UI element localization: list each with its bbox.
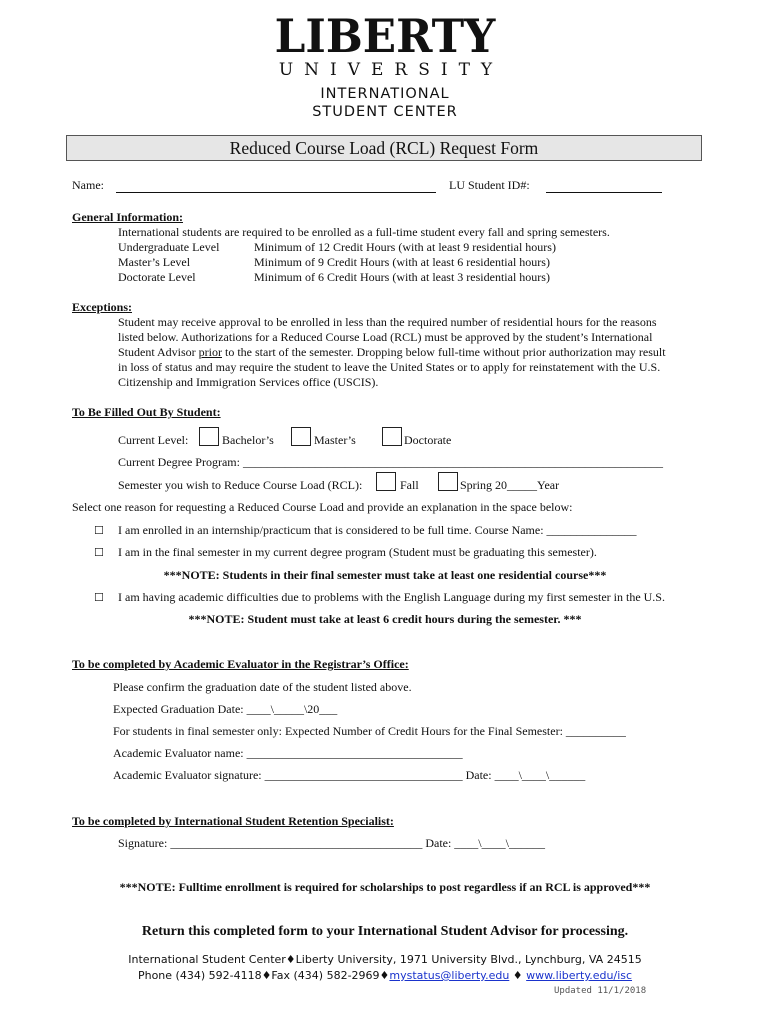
grad-date-field[interactable]: Expected Graduation Date: ____\_____\20___ xyxy=(113,702,338,716)
level-masters: Master’s Level xyxy=(118,255,191,269)
student-section-heading: To Be Filled Out By Student: xyxy=(72,405,221,419)
reason1-text: I am enrolled in an internship/practicum that is considered to be full time. Course Name: _______________ xyxy=(118,523,637,537)
form-title: Reduced Course Load (RCL) Request Form xyxy=(66,135,702,161)
bachelors-label: Bachelor’s xyxy=(222,433,274,447)
spring-year-field[interactable]: Spring 20_____Year xyxy=(460,478,560,492)
evaluator-name-field[interactable]: Academic Evaluator name: ____________________________________ xyxy=(113,746,463,760)
final-semester-hours-field[interactable]: For students in final semester only: Expected Number of Credit Hours for the Final Semester: __________ xyxy=(113,724,626,738)
logo-liberty: LIBERTY xyxy=(274,9,496,63)
logo-university: UNIVERSITY xyxy=(278,60,504,80)
spring-checkbox[interactable] xyxy=(438,472,458,491)
note-credit-hours: ***NOTE: Student must take at least 6 credit hours during the semester. *** xyxy=(188,612,582,626)
email-link[interactable]: mystatus@liberty.edu xyxy=(389,969,510,982)
retention-heading: To be completed by International Student Retention Specialist: xyxy=(72,814,394,828)
masters-label: Master’s xyxy=(314,433,356,447)
level-doctorate: Doctorate Level xyxy=(118,270,196,284)
name-field[interactable] xyxy=(116,180,436,193)
exceptions-heading: Exceptions: xyxy=(72,300,132,314)
exceptions-line2: listed below. Authorizations for a Reduced Course Load (RCL) must be approved by the student’s International xyxy=(118,330,653,344)
level-masters-req: Minimum of 9 Credit Hours (with at least 6 residential hours) xyxy=(254,255,550,269)
footer-contact: Phone (434) 592-4118♦Fax (434) 582-2969♦mystatus@liberty.edu ♦ www.liberty.edu/isc xyxy=(137,969,633,982)
reason2-text: I am in the final semester in my current degree program (Student must be graduating this semester). xyxy=(118,545,597,559)
student-id-field[interactable] xyxy=(546,180,662,193)
reason2-checkbox[interactable]: ☐ xyxy=(94,546,104,559)
student-id-label: LU Student ID#: xyxy=(449,178,530,192)
doctorate-label: Doctorate xyxy=(404,433,452,447)
bachelors-checkbox[interactable] xyxy=(199,427,219,446)
name-field-label: Name: xyxy=(72,178,104,192)
level-undergrad: Undergraduate Level xyxy=(118,240,220,254)
exceptions-line1: Student may receive approval to be enrolled in less than the required number of residential hours for the reasons xyxy=(118,315,657,329)
exceptions-line3: Student Advisor prior to the start of the semester. Dropping below full-time without prior authorization may result xyxy=(118,345,666,359)
fall-label: Fall xyxy=(400,478,419,492)
registrar-heading: To be completed by Academic Evaluator in the Registrar’s Office: xyxy=(72,657,409,671)
semester-label: Semester you wish to Reduce Course Load (RCL): xyxy=(118,478,363,492)
masters-checkbox[interactable] xyxy=(291,427,311,446)
note-final-semester: ***NOTE: Students in their final semester must take at least one residential course*** xyxy=(163,568,607,582)
return-note: Return this completed form to your International Student Advisor for processing. xyxy=(141,924,629,939)
exceptions-line4: in loss of status and may require the student to leave the United States or to apply for reinstatement with the U.S. xyxy=(118,360,661,374)
fulltime-note: ***NOTE: Fulltime enrollment is required for scholarships to post regardless if an RCL is approved*** xyxy=(119,880,651,894)
doctorate-checkbox[interactable] xyxy=(382,427,402,446)
updated-date: Updated 11/1/2018 xyxy=(554,986,647,996)
reason3-checkbox[interactable]: ☐ xyxy=(94,591,104,604)
reason3-text: I am having academic difficulties due to problems with the English Language during my first semester in the U.S. xyxy=(118,590,665,604)
current-level-label: Current Level: xyxy=(118,433,189,447)
footer-address: International Student Center♦Liberty University, 1971 University Blvd., Lynchburg, VA 24515 xyxy=(128,953,642,966)
general-info-heading: General Information: xyxy=(72,210,183,224)
registrar-confirm: Please confirm the graduation date of the student listed above. xyxy=(113,680,412,694)
logo-isc-line1: INTERNATIONAL xyxy=(320,86,450,102)
general-info-intro: International students are required to be enrolled as a full-time student every fall and spring semesters. xyxy=(118,225,610,239)
logo-isc-line2: STUDENT CENTER xyxy=(312,104,458,120)
fall-checkbox[interactable] xyxy=(376,472,396,491)
evaluator-signature-field[interactable]: Academic Evaluator signature: _________________________________ Date: ____\____\______ xyxy=(113,768,586,782)
level-undergrad-req: Minimum of 12 Credit Hours (with at least 9 residential hours) xyxy=(254,240,556,254)
reason1-checkbox[interactable]: ☐ xyxy=(94,524,104,537)
website-link[interactable]: www.liberty.edu/isc xyxy=(526,969,633,982)
retention-signature-field[interactable]: Signature: __________________________________________ Date: ____\____\______ xyxy=(118,836,545,850)
level-doctorate-req: Minimum of 6 Credit Hours (with at least 3 residential hours) xyxy=(254,270,550,284)
degree-program-field[interactable]: Current Degree Program: ______________________________________________________________________ xyxy=(118,455,663,469)
select-reason-instruction: Select one reason for requesting a Reduced Course Load and provide an explanation in the space below: xyxy=(72,500,573,514)
exceptions-line5: Citizenship and Immigration Services office (USCIS). xyxy=(118,375,379,389)
